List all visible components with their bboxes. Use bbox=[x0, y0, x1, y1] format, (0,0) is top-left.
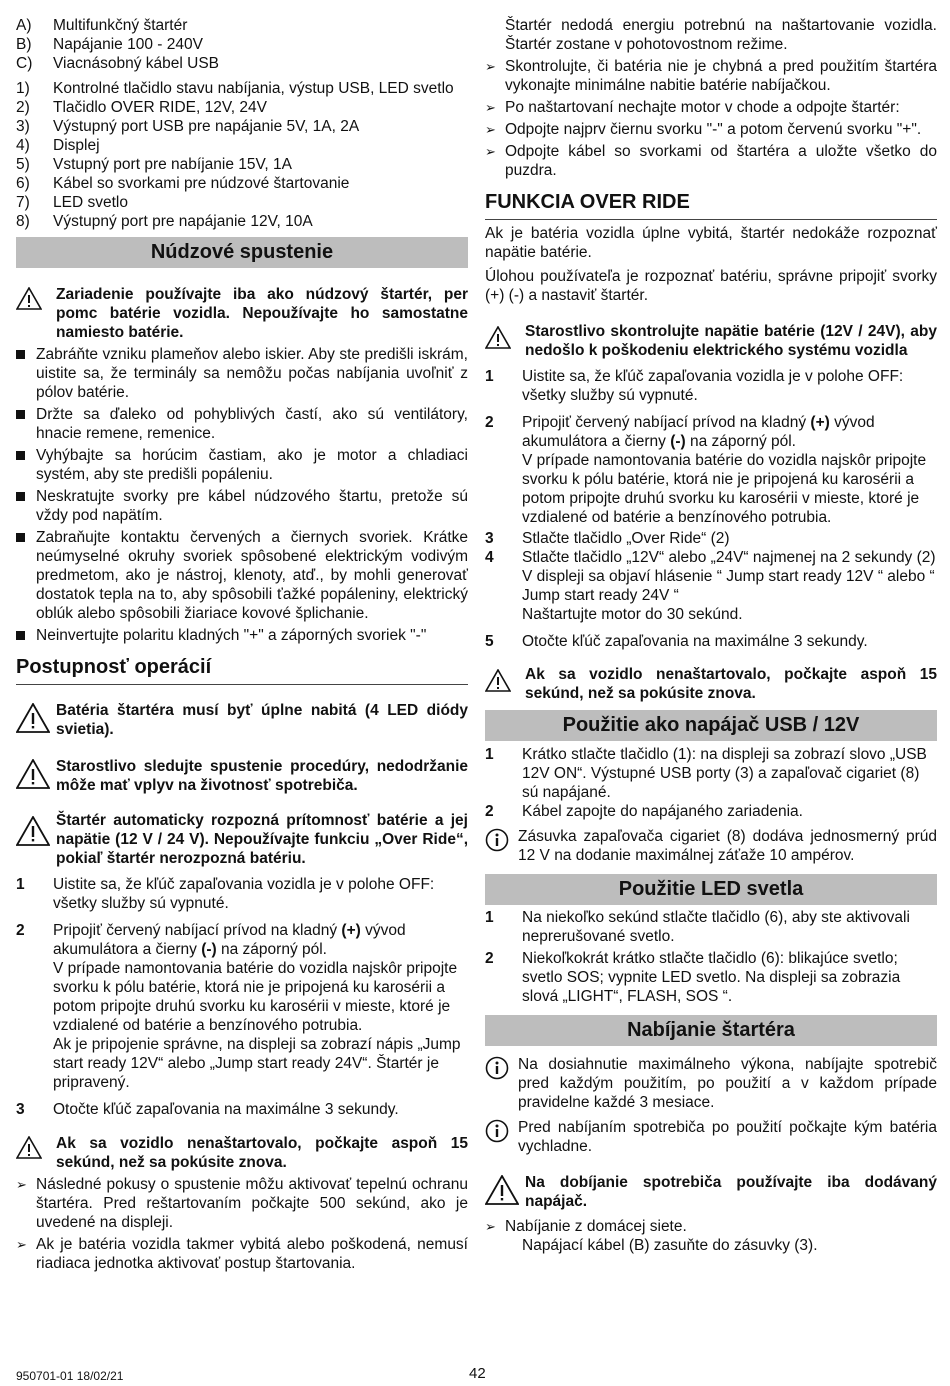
step-text: Stlačte tlačidlo „Over Ride“ (2) bbox=[522, 530, 730, 547]
override-paragraph: Ak je batéria vozidla úplne vybitá, štartér nedokáže rozpoznať napätie batérie. bbox=[485, 225, 937, 261]
step-2 bbox=[16, 921, 468, 1092]
note-item bbox=[485, 98, 937, 117]
continued-text: Štartér nedodá energiu potrebnú na naštartovanie vozidla. Štartér zostane v pohotovostnom režime. bbox=[505, 17, 937, 53]
square-bullet-icon bbox=[16, 487, 36, 525]
led-step-2 bbox=[485, 949, 937, 1006]
left-column bbox=[16, 16, 468, 1273]
warning-triangle-icon bbox=[16, 811, 56, 868]
bullet-text: Odpojte kábel so svorkami od štartéra a uložte všetko do puzdra. bbox=[505, 143, 937, 179]
warning-text: Zariadenie používajte iba ako núdzový štartér, per pomc batérie vozidla. Nepoužívajte ho samostatne namiesto batérie. bbox=[56, 286, 468, 341]
step-number: 2 bbox=[485, 414, 494, 431]
warning-emergency bbox=[16, 285, 468, 342]
step-number: 2 bbox=[485, 950, 494, 967]
step-text: Otočte kľúč zapaľovania na maximálne 3 sekundy. bbox=[53, 1101, 399, 1118]
note-item bbox=[485, 120, 937, 139]
step-number: 4 bbox=[485, 549, 494, 566]
warning-retry bbox=[485, 665, 937, 703]
step-text: Krátko stlačte tlačidlo (1): na displeji sa zobrazí slovo „USB 12V ON“. Výstupné USB porty (3) a zapaľovač cigariet (8) sú napájané. bbox=[522, 746, 927, 801]
list-item-text: Viacnásobný kábel USB bbox=[53, 55, 220, 72]
plus-label: (+) bbox=[810, 414, 830, 431]
arrow-bullet-icon: ➢ bbox=[485, 59, 496, 74]
list-item-label: 1) bbox=[16, 80, 30, 97]
bullet-text: Neskratujte svorky pre kábel núdzového štartu, pretože sú vždy pod napätím. bbox=[36, 488, 468, 524]
info-icon bbox=[485, 827, 518, 865]
step-text-part: V prípade namontovania batérie do vozidla najskôr pripojte svorku k pólu batérie, ktorá nie je pripojená ku karosérii a potom pripojte druhú svorku ku karosérii v mieste, ktoré je vzdialené od batérie a benzínového potrubia. bbox=[522, 452, 927, 526]
override-step-3 bbox=[485, 529, 937, 548]
bullet-item bbox=[16, 528, 468, 623]
list-item bbox=[16, 155, 468, 174]
square-bullet-icon bbox=[16, 405, 36, 443]
list-item bbox=[16, 16, 468, 35]
step-text-part: Stlačte tlačidlo „12V“ alebo „24V“ najmenej na 2 sekundy (2) bbox=[522, 549, 936, 566]
section-title-led: Použitie LED svetla bbox=[485, 874, 937, 905]
warning-text: Starostlivo sledujte spustenie procedúry, nedodržanie môže mať vplyv na životnosť spotrebiča. bbox=[56, 758, 468, 794]
procedure-notes bbox=[16, 1175, 468, 1273]
step-1 bbox=[16, 875, 468, 913]
info-cigarette-lighter bbox=[485, 827, 937, 865]
arrow-bullet-icon: ➢ bbox=[485, 100, 496, 115]
step-number: 3 bbox=[485, 530, 494, 547]
list-item bbox=[16, 212, 468, 231]
override-step-2 bbox=[485, 413, 937, 527]
list-item-label: 7) bbox=[16, 194, 30, 211]
warning-triangle-icon bbox=[16, 757, 56, 795]
list-item-text: Kábel so svorkami pre núdzové štartovanie bbox=[53, 175, 350, 192]
led-step-1 bbox=[485, 908, 937, 946]
note-item bbox=[485, 57, 937, 95]
bullet-text: Skontrolujte, či batéria nie je chybná a pred použitím štartéra vykonajte minimálne nabitie batérie nabíjačkou. bbox=[505, 58, 937, 94]
bullet-item bbox=[16, 626, 468, 645]
list-item-text: Multifunkčný štartér bbox=[53, 17, 188, 34]
step-text-part: na záporný pól. bbox=[690, 433, 796, 450]
section-title-usb: Použitie ako napájač USB / 12V bbox=[485, 710, 937, 741]
info-icon bbox=[485, 1118, 518, 1156]
warning-triangle-icon bbox=[485, 665, 525, 703]
step-text-part: V displeji sa objaví hlásenie “ Jump start ready 12V “ alebo “ Jump start ready 24V “ bbox=[522, 568, 935, 604]
square-bullet-icon bbox=[16, 446, 36, 484]
step-text-part: na záporný pól. bbox=[221, 941, 327, 958]
warning-text: Starostlivo skontrolujte napätie batérie (12V / 24V), aby nedošlo k poškodeniu elektrického systému vozidla bbox=[525, 323, 937, 359]
list-item-text: Displej bbox=[53, 137, 100, 154]
warning-triangle-icon bbox=[485, 322, 525, 360]
bullet-text: Odpojte najprv čiernu svorku "-" a potom červenú svorku "+". bbox=[505, 121, 922, 138]
list-item-label: 4) bbox=[16, 137, 30, 154]
bullet-text: Vyhýbajte sa horúcim častiam, ako je motor a chladiaci systém, aby ste predišli popáleniu. bbox=[36, 447, 468, 483]
right-column bbox=[485, 16, 937, 1255]
bullet-text: Ak je batéria vozidla takmer vybitá alebo poškodená, nemusí riadiaca jednotka aktivovať postup štartovania. bbox=[36, 1236, 468, 1272]
step-3 bbox=[16, 1100, 468, 1119]
step-number: 3 bbox=[16, 1101, 25, 1118]
note-line: Nabíjanie z domácej siete. bbox=[505, 1218, 687, 1235]
step-text: Uistite sa, že kľúč zapaľovania vozidla je v polohe OFF: všetky služby sú vypnuté. bbox=[53, 876, 435, 912]
step-number: 1 bbox=[485, 909, 494, 926]
note-item bbox=[16, 1175, 468, 1232]
step-text bbox=[522, 413, 937, 527]
step-text-part: Ak je pripojenie správne, na displeji sa zobrazí nápis „Jump start ready 12V“ alebo „Jump start ready 24V“. Štartér je pripravený. bbox=[53, 1036, 461, 1091]
minus-label: (-) bbox=[201, 941, 217, 958]
info-text: Pred nabíjaním spotrebiča po použití počkajte kým batéria vychladne. bbox=[518, 1119, 937, 1155]
step-text-part: Pripojiť červený nabíjací prívod na kladný bbox=[522, 414, 807, 431]
list-item-text: LED svetlo bbox=[53, 194, 128, 211]
usb-step-1 bbox=[485, 745, 937, 802]
override-paragraph: Úlohou používateľa je rozpoznať batériu, správne pripojiť svorky (+) (-) a nastaviť štartér. bbox=[485, 268, 937, 304]
step-number: 1 bbox=[16, 876, 25, 893]
list-item-text: Tlačidlo OVER RIDE, 12V, 24V bbox=[53, 99, 267, 116]
warning-triangle-icon bbox=[485, 1173, 525, 1211]
usb-step-2 bbox=[485, 802, 937, 821]
step-text-part: vývod akumulátora a čierny bbox=[53, 922, 406, 958]
override-step-4 bbox=[485, 548, 937, 624]
warning-retry bbox=[16, 1134, 468, 1172]
note-item bbox=[485, 142, 937, 180]
step-text-part: Pripojiť červený nabíjací prívod na kladný bbox=[53, 922, 338, 939]
parts-list bbox=[16, 16, 468, 73]
info-charging bbox=[485, 1055, 937, 1112]
step-text bbox=[53, 921, 468, 1092]
list-item-text: Vstupný port pre nabíjanie 15V, 1A bbox=[53, 156, 292, 173]
section-title-emergency: Núdzové spustenie bbox=[16, 237, 468, 268]
bullet-text: Držte sa ďaleko od pohyblivých častí, ako sú ventilátory, hnacie remene, remenice. bbox=[36, 406, 468, 442]
step-number: 1 bbox=[485, 368, 494, 385]
step-number: 5 bbox=[485, 633, 494, 650]
warning-triangle-icon bbox=[16, 1134, 56, 1172]
step-text: Otočte kľúč zapaľovania na maximálne 3 sekundy. bbox=[522, 633, 868, 650]
section-title-charging: Nabíjanie štartéra bbox=[485, 1015, 937, 1046]
step-text: Na niekoľko sekúnd stlačte tlačidlo (6), aby ste aktivovali neprerušované svetlo. bbox=[522, 909, 910, 945]
warning-text: Ak sa vozidlo nenaštartovalo, počkajte aspoň 15 sekúnd, než sa pokúsite znova. bbox=[525, 666, 937, 702]
plus-label: (+) bbox=[341, 922, 361, 939]
info-icon bbox=[485, 1055, 518, 1112]
list-item-label: C) bbox=[16, 55, 33, 72]
list-item bbox=[16, 136, 468, 155]
arrow-bullet-icon: ➢ bbox=[16, 1237, 27, 1252]
list-item-text: Kontrolné tlačidlo stavu nabíjania, výstup USB, LED svetlo bbox=[53, 80, 454, 97]
bullet-text: Zabraňujte kontaktu červených a čiernych svoriek. Krátke neúmyselné okruhy svoriek spôsobené elektrickým vodivým predmetom, ako je nástroj, klenoty, atď., by mohli generovať dostatok tepla na to, aby spôsobili ťažké popáleniny, elektrický oblúk alebo spôsobili žiariace kovové šplichanie. bbox=[36, 529, 468, 622]
list-item-label: 6) bbox=[16, 175, 30, 192]
info-text: Na dosiahnutie maximálneho výkona, nabíjajte spotrebič pred každým použitím, po použití a v každom prípade pravidelne každé 3 mesiace. bbox=[518, 1056, 937, 1111]
bullet-text: Po naštartovaní nechajte motor v chode a odpojte štartér: bbox=[505, 99, 900, 116]
note-item bbox=[16, 1235, 468, 1273]
bullet-item bbox=[16, 345, 468, 402]
step-text: Uistite sa, že kľúč zapaľovania vozidla je v polohe OFF: všetky služby sú vypnuté. bbox=[522, 368, 904, 404]
list-item bbox=[16, 54, 468, 73]
page-number: 42 bbox=[469, 1365, 486, 1382]
list-item-label: 5) bbox=[16, 156, 30, 173]
info-text: Zásuvka zapaľovača cigariet (8) dodáva jednosmerný prúd 12 V na dodanie maximálnej záťaže 10 ampérov. bbox=[518, 828, 937, 864]
override-step-1 bbox=[485, 367, 937, 405]
arrow-bullet-icon: ➢ bbox=[485, 144, 496, 159]
warning-battery-charged bbox=[16, 701, 468, 739]
bullet-text: Zabráňte vzniku plameňov alebo iskier. Aby ste predišli iskrám, uistite sa, že terminály sa nemôžu počas nabíjania uvoľniť z pólov batérie. bbox=[36, 346, 468, 401]
arrow-bullet-icon: ➢ bbox=[485, 1219, 496, 1234]
list-item bbox=[16, 193, 468, 212]
list-item-text: Výstupný port USB pre napájanie 5V, 1A, 2A bbox=[53, 118, 360, 135]
after-start-notes bbox=[485, 57, 937, 180]
square-bullet-icon bbox=[16, 528, 36, 623]
warning-text: Batéria štartéra musí byť úplne nabitá (4 LED diódy svietia). bbox=[56, 702, 468, 738]
warning-triangle-icon bbox=[16, 285, 56, 342]
document-code: 950701-01 18/02/21 bbox=[16, 1369, 124, 1383]
list-item bbox=[16, 79, 468, 98]
warning-voltage bbox=[485, 322, 937, 360]
list-item-label: 2) bbox=[16, 99, 30, 116]
list-item bbox=[16, 117, 468, 136]
list-item-text: Napájanie 100 - 240V bbox=[53, 36, 203, 53]
warning-charger bbox=[485, 1173, 937, 1211]
arrow-bullet-icon: ➢ bbox=[16, 1177, 27, 1192]
section-title-procedure: Postupnosť operácií bbox=[16, 654, 468, 685]
list-item bbox=[16, 35, 468, 54]
list-item bbox=[16, 98, 468, 117]
section-title-override: FUNKCIA OVER RIDE bbox=[485, 189, 937, 220]
bullet-item bbox=[16, 446, 468, 484]
emergency-bullets bbox=[16, 345, 468, 645]
step-text-part: V prípade namontovania batérie do vozidla najskôr pripojte svorku k pólu batérie, ktorá nie je pripojená ku karosérii a potom pripojte druhú svorku ku karosérii v mieste, ktoré je vzdialené od batérie a benzínového potrubia. bbox=[53, 960, 458, 1034]
step-text bbox=[522, 548, 937, 624]
list-item-text: Výstupný port pre napájanie 12V, 10A bbox=[53, 213, 313, 230]
minus-label: (-) bbox=[670, 433, 686, 450]
step-text: Kábel zapojte do napájaného zariadenia. bbox=[522, 803, 803, 820]
step-text-part: Naštartujte motor do 30 sekúnd. bbox=[522, 606, 743, 623]
override-step-5 bbox=[485, 632, 937, 651]
bullet-item bbox=[16, 487, 468, 525]
list-item-label: A) bbox=[16, 17, 32, 34]
list-item-label: 8) bbox=[16, 213, 30, 230]
warning-text: Ak sa vozidlo nenaštartovalo, počkajte aspoň 15 sekúnd, než sa pokúsite znova. bbox=[56, 1135, 468, 1171]
arrow-bullet-icon: ➢ bbox=[485, 122, 496, 137]
list-item bbox=[16, 174, 468, 193]
step-number: 2 bbox=[16, 922, 25, 939]
warning-auto-detect bbox=[16, 811, 468, 868]
bullet-item bbox=[16, 405, 468, 443]
square-bullet-icon bbox=[16, 345, 36, 402]
warning-procedure bbox=[16, 757, 468, 795]
warning-text: Na dobíjanie spotrebiča používajte iba dodávaný napájač. bbox=[525, 1174, 937, 1210]
step-number: 2 bbox=[485, 803, 494, 820]
note-line: Napájací kábel (B) zasuňte do zásuvky (3). bbox=[522, 1237, 818, 1254]
warning-triangle-icon bbox=[16, 701, 56, 739]
charging-note bbox=[485, 1217, 937, 1255]
step-number: 1 bbox=[485, 746, 494, 763]
components-list bbox=[16, 79, 468, 231]
step-text-part: vývod akumulátora a čierny bbox=[522, 414, 875, 450]
bullet-text: Neinvertujte polaritu kladných "+" a záporných svoriek "-" bbox=[36, 627, 427, 644]
note-text bbox=[505, 1217, 937, 1255]
info-cool-down bbox=[485, 1118, 937, 1156]
warning-text: Štartér automaticky rozpozná prítomnosť batérie a jej napätie (12 V / 24 V). Nepoužívajte funkciu „Over Ride“, pokiaľ štartér nerozpozná batériu. bbox=[56, 812, 468, 867]
square-bullet-icon bbox=[16, 626, 36, 645]
bullet-text: Následné pokusy o spustenie môžu aktivovať tepelnú ochranu štartéra. Pred reštartovaním počkajte 500 sekúnd, ako je uvedené na displeji. bbox=[36, 1176, 468, 1231]
list-item-label: B) bbox=[16, 36, 32, 53]
step-text: Niekoľkokrát krátko stlačte tlačidlo (6): blikajúce svetlo; svetlo SOS; vypnite LED svetlo. Na displeji sa zobrazia slová „LIGHT“, FLASH, SOS “. bbox=[522, 950, 901, 1005]
list-item-label: 3) bbox=[16, 118, 30, 135]
